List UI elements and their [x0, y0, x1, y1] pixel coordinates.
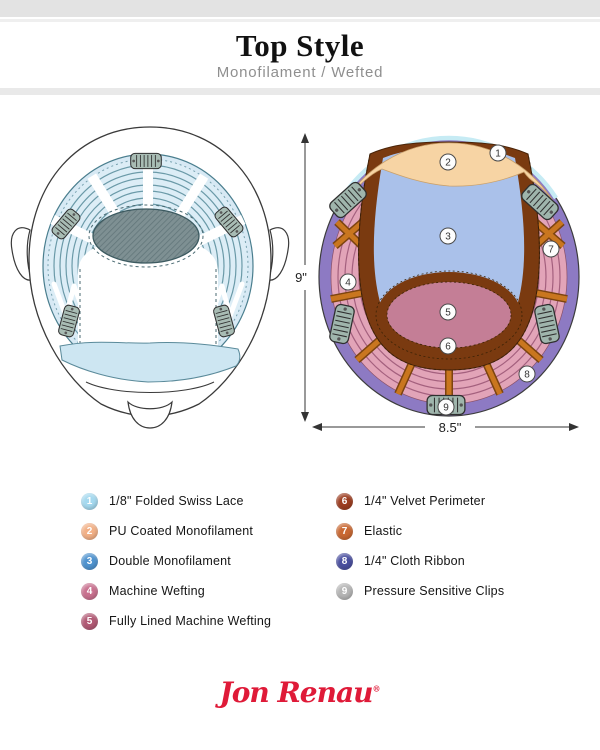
legend-number: 3	[86, 555, 93, 567]
brand-logo-text: Jon Renau	[219, 676, 373, 709]
legend-item	[81, 546, 271, 576]
legend-number-badge	[81, 613, 98, 630]
arrow-down-icon	[301, 412, 309, 422]
svg-text:1: 1	[495, 148, 501, 160]
head-cap-front-diagram	[0, 120, 300, 435]
brand-logo	[0, 676, 600, 709]
legend-item	[336, 546, 504, 576]
legend-number-badge	[336, 583, 353, 600]
svg-text:4: 4	[345, 277, 351, 289]
legend-number: 4	[86, 585, 93, 597]
badge-2	[440, 154, 456, 170]
legend-label: 1/4" Velvet Perimeter	[364, 494, 486, 508]
legend-item	[81, 606, 271, 636]
legend-number-badge	[81, 523, 98, 540]
legend-label: Double Monofilament	[109, 554, 231, 568]
legend-item	[81, 486, 271, 516]
top-gray-bar	[0, 0, 600, 17]
page-title: Top Style	[235, 28, 365, 63]
legend-item	[336, 516, 504, 546]
legend-number: 1	[86, 495, 93, 507]
legend-number: 5	[86, 615, 93, 627]
monofilament-top-area	[93, 209, 199, 263]
badge-6	[440, 338, 456, 354]
svg-text:6: 6	[445, 341, 451, 353]
page-subtitle: Monofilament / Wefted	[216, 64, 384, 81]
arrow-left-icon	[312, 423, 322, 431]
legend-column-right	[336, 486, 504, 606]
legend-number-badge	[81, 583, 98, 600]
badge-1	[490, 145, 506, 161]
legend-label: Elastic	[364, 524, 403, 538]
cap-construction-diagram	[290, 118, 590, 443]
legend-number: 9	[341, 585, 348, 597]
legend-item	[81, 576, 271, 606]
svg-text:9: 9	[443, 402, 449, 414]
legend-number: 2	[86, 525, 93, 537]
legend-label: 1/8" Folded Swiss Lace	[109, 494, 244, 508]
legend-column-left	[81, 486, 271, 636]
top-gray-line	[0, 19, 600, 22]
legend-label: PU Coated Monofilament	[109, 524, 254, 538]
legend-number: 8	[341, 555, 348, 567]
legend-number-badge	[336, 523, 353, 540]
svg-text:2: 2	[445, 157, 451, 169]
legend-item	[336, 486, 504, 516]
arrow-up-icon	[301, 133, 309, 143]
legend-number: 7	[341, 525, 348, 537]
svg-text:5: 5	[445, 307, 451, 319]
svg-text:7: 7	[548, 244, 554, 256]
arrow-right-icon	[569, 423, 579, 431]
legend-number-badge	[81, 493, 98, 510]
legend-number: 6	[341, 495, 348, 507]
badge-3	[440, 228, 456, 244]
legend-label: 1/4" Cloth Ribbon	[364, 554, 465, 568]
legend-number-badge	[336, 493, 353, 510]
legend-label: Fully Lined Machine Wefting	[109, 614, 272, 628]
svg-text:3: 3	[445, 231, 451, 243]
pressure-clip-icon	[131, 153, 162, 168]
legend-number-badge	[336, 553, 353, 570]
badge-5	[440, 304, 456, 320]
svg-text:8: 8	[524, 369, 530, 381]
badge-7	[543, 241, 559, 257]
height-dimension-label: 9"	[295, 270, 307, 285]
legend-item	[336, 576, 504, 606]
cap-front	[43, 153, 253, 392]
legend-label: Machine Wefting	[109, 584, 205, 598]
registered-mark: ®	[372, 683, 381, 694]
legend-label: Pressure Sensitive Clips	[364, 584, 505, 598]
header-divider	[0, 88, 600, 95]
width-dimension-label: 8.5"	[438, 420, 462, 435]
badge-9	[438, 399, 454, 415]
badge-4	[340, 274, 356, 290]
badge-8	[519, 366, 535, 382]
legend-number-badge	[81, 553, 98, 570]
legend-item	[81, 516, 271, 546]
